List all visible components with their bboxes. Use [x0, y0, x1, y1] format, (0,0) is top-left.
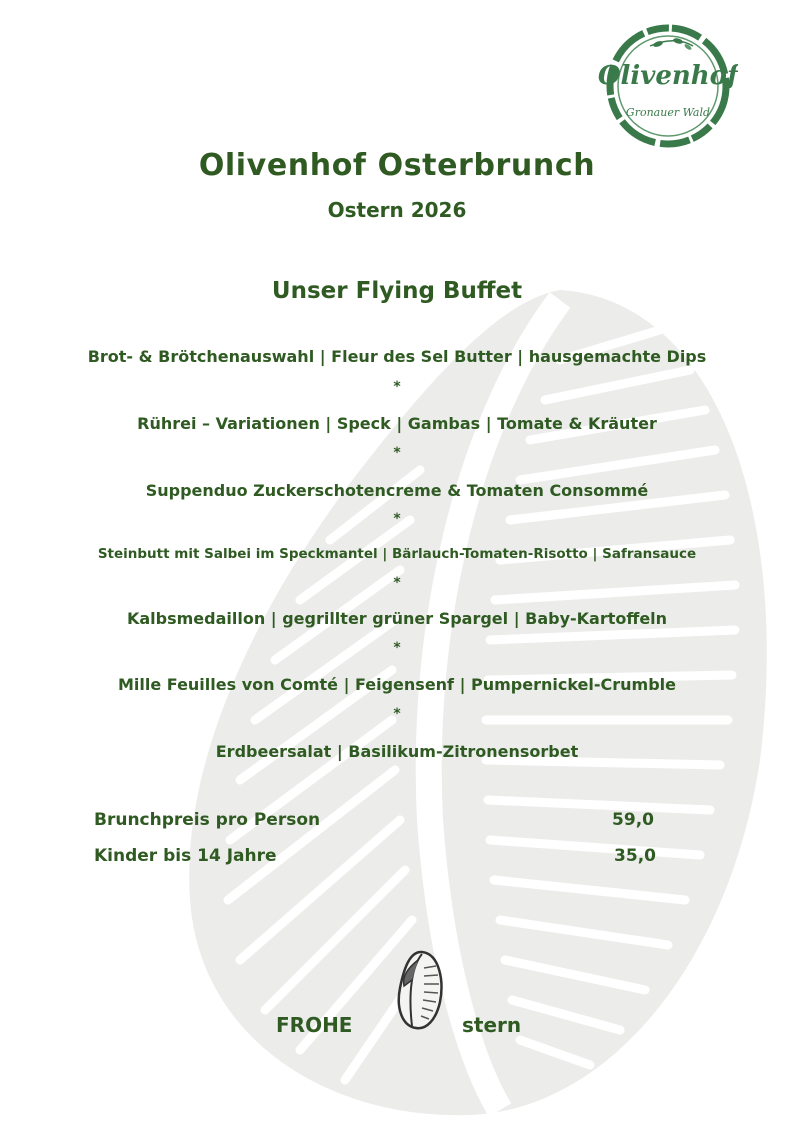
logo-tagline: Gronauer Wald	[625, 106, 711, 119]
price-value: 35,0	[614, 846, 656, 866]
menu-course: Suppenduo Zuckerschotencreme & Tomaten Consommé	[145, 481, 649, 500]
menu-course: Erdbeersalat | Basilikum-Zitronensorbet	[215, 742, 579, 761]
course-separator: *	[393, 640, 401, 656]
price-value: 59,0	[612, 810, 654, 830]
menu-course: Rührei – Variationen | Speck | Gambas | Tomate & Kräuter	[137, 414, 657, 433]
course-separator: *	[393, 575, 401, 591]
page-title: Olivenhof Osterbrunch	[198, 148, 596, 183]
section-heading: Unser Flying Buffet	[271, 278, 523, 304]
menu-course: Brot- & Brötchenauswahl | Fleur des Sel Butter | hausgemachte Dips	[87, 347, 707, 366]
menu-course: Mille Feuilles von Comté | Feigensenf | Pumpernickel-Crumble	[117, 675, 677, 694]
menu-course: Steinbutt mit Salbei im Speckmantel | Bärlauch-Tomaten-Risotto | Safransauce	[97, 546, 697, 562]
course-separator: *	[393, 511, 401, 527]
course-separator: *	[393, 379, 401, 395]
menu-course: Kalbsmedaillon | gegrillter grüner Spargel | Baby-Kartoffeln	[126, 609, 668, 628]
olivenhof-logo	[598, 20, 738, 152]
olive-egg-icon	[378, 942, 462, 1032]
course-separator: *	[393, 445, 401, 461]
page-subtitle: Ostern 2026	[327, 198, 467, 222]
course-separator: *	[393, 706, 401, 722]
logo-wordmark: Olivenhof	[598, 61, 738, 91]
price-label: Brunchpreis pro Person	[94, 810, 321, 830]
greeting-stern: stern	[462, 1013, 522, 1037]
greeting-frohe: FROHE	[276, 1013, 353, 1037]
price-label: Kinder bis 14 Jahre	[94, 846, 277, 866]
